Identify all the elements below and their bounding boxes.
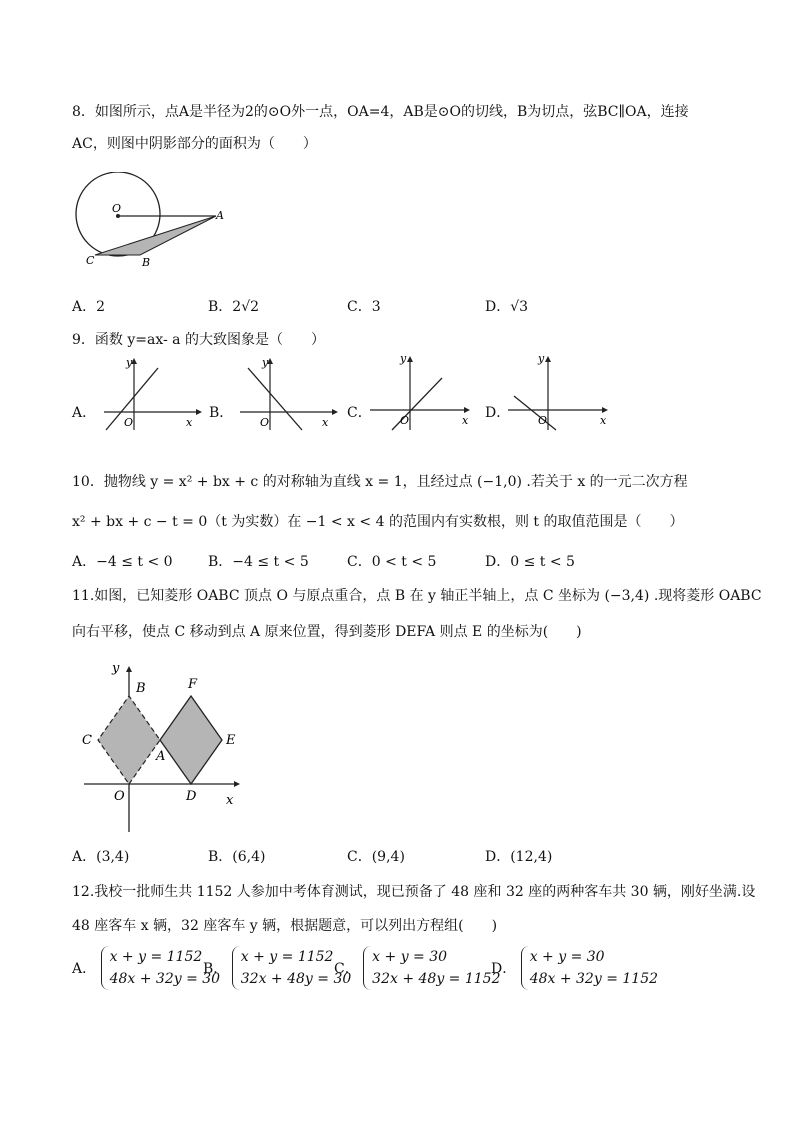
- q11-line2: 向右平移，使点 C 移动到点 A 原来位置，得到菱形 DEFA 则点 E 的坐标为( ): [72, 624, 582, 640]
- svg-text:O: O: [538, 414, 548, 427]
- q8-label-c: C: [86, 254, 95, 267]
- q11-option-a[interactable]: A．(3,4): [72, 849, 130, 865]
- svg-text:x: x: [600, 414, 607, 427]
- q10-option-b[interactable]: B．−4 ≤ t < 5: [208, 554, 309, 570]
- q10-line1: 10．抛物线 y = x² + bx + c 的对称轴为直线 x = 1，且经过点 (−1,0) .若关于 x 的一元二次方程: [72, 474, 688, 490]
- q8-line1: 8．如图所示，点A是半径为2的⊙O外一点，OA=4，AB是⊙O的切线，B为切点，弦BC∥OA，连接: [72, 104, 689, 120]
- q9-graph-b: [232, 352, 342, 432]
- q12-system-b: x + y = 1152 32x + 48y = 30: [232, 946, 352, 990]
- svg-text:y: y: [400, 352, 407, 365]
- q9-line-d: [514, 396, 556, 430]
- q9-stem: 9．函数 y=ax- a 的大致图象是（ ）: [72, 332, 325, 348]
- svg-text:A: A: [156, 749, 166, 764]
- q11-rhombus-oabc: [98, 696, 160, 784]
- svg-text:x: x: [186, 416, 193, 429]
- q8-label-o: O: [112, 202, 122, 215]
- q8-label-b: B: [142, 256, 151, 269]
- q12-option-d[interactable]: D． x + y = 30 48x + 32y = 1152: [491, 946, 658, 990]
- q12-line1: 12.我校一批师生共 1152 人参加中考体育测试，现已预备了 48 座和 32 座的两种客车共 30 辆，刚好坐满.设: [72, 884, 756, 900]
- q9-graph-a: [96, 352, 206, 432]
- q9-line-b: [248, 368, 302, 430]
- q11-rhombus-defa: [160, 696, 222, 784]
- q8-line2: AC，则图中阴影部分的面积为（ ）: [72, 136, 317, 152]
- q9-option-d[interactable]: D．: [485, 405, 511, 421]
- q11-option-b[interactable]: B．(6,4): [208, 849, 266, 865]
- q8-option-b[interactable]: B．2√2: [208, 299, 260, 315]
- svg-text:E: E: [226, 733, 236, 748]
- svg-text:B: B: [136, 681, 146, 696]
- q12-line2: 48 座客车 x 辆，32 座客车 y 辆，根据题意，可以列出方程组( ): [72, 918, 498, 934]
- svg-text:y: y: [262, 356, 269, 369]
- svg-text:y: y: [126, 356, 133, 369]
- svg-text:y: y: [538, 352, 545, 365]
- q9-option-a[interactable]: A．: [72, 405, 97, 421]
- q8-option-a[interactable]: A．2: [72, 299, 106, 315]
- q12-option-a[interactable]: A． x + y = 1152 48x + 32y = 30: [72, 946, 220, 990]
- q10-option-c[interactable]: C．0 < t < 5: [347, 554, 437, 570]
- q11-option-d[interactable]: D．(12,4): [485, 849, 553, 865]
- q8-figure: [70, 172, 230, 272]
- q11-figure: [76, 656, 248, 836]
- q11-option-c[interactable]: C．(9,4): [347, 849, 405, 865]
- q8-label-a: A: [216, 209, 224, 222]
- svg-text:O: O: [260, 416, 270, 429]
- q12-system-c: x + y = 30 32x + 48y = 1152: [363, 946, 500, 990]
- svg-text:D: D: [186, 789, 197, 804]
- svg-text:O: O: [114, 789, 125, 804]
- svg-text:x: x: [322, 416, 329, 429]
- q8-option-c[interactable]: C．3: [347, 299, 381, 315]
- svg-text:y: y: [112, 661, 120, 676]
- svg-text:C: C: [82, 733, 92, 748]
- q9-option-b[interactable]: B．: [209, 405, 234, 421]
- q12-option-c[interactable]: C． x + y = 30 32x + 48y = 1152: [334, 946, 501, 990]
- q10-line2: x² + bx + c − t = 0（t 为实数）在 −1 < x < 4 的范围内有实数根，则 t 的取值范围是（ ）: [72, 514, 684, 530]
- svg-text:F: F: [188, 677, 198, 692]
- q9-option-c[interactable]: C．: [347, 405, 372, 421]
- q9-graph-c: [370, 350, 480, 432]
- svg-text:x: x: [462, 414, 469, 427]
- q10-option-d[interactable]: D．0 ≤ t < 5: [485, 554, 575, 570]
- svg-text:O: O: [124, 416, 134, 429]
- q12-system-d: x + y = 30 48x + 32y = 1152: [521, 946, 658, 990]
- q8-shaded-region: [95, 216, 216, 255]
- q12-option-b[interactable]: B． x + y = 1152 32x + 48y = 30: [203, 946, 351, 990]
- q8-option-d[interactable]: D．√3: [485, 299, 529, 315]
- q12-system-a: x + y = 1152 48x + 32y = 30: [101, 946, 221, 990]
- q9-graph-d: [508, 350, 620, 432]
- q10-option-a[interactable]: A．−4 ≤ t < 0: [72, 554, 173, 570]
- svg-text:O: O: [400, 414, 410, 427]
- q11-line1: 11.如图，已知菱形 OABC 顶点 O 与原点重合，点 B 在 y 轴正半轴上，点 C 坐标为 (−3,4) .现将菱形 OABC: [72, 588, 762, 604]
- svg-text:x: x: [226, 793, 234, 808]
